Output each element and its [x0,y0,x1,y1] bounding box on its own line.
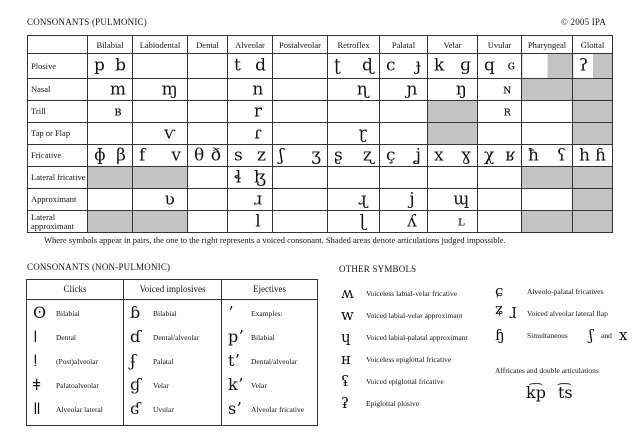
ipa-symbol: v [171,145,181,165]
ipa-symbol: x [434,145,444,165]
col-glottal: Glottal [573,36,613,54]
cell-palatal [380,145,428,167]
cell-alveolar [228,54,273,79]
ejectives-header: Ejectives [253,284,286,294]
cell-alveolar [228,189,273,211]
cell-palatal [380,189,428,211]
ipa-symbol: ɻ [357,189,368,209]
col-dental: Dental [188,36,228,54]
ipa-symbol: c [386,55,396,76]
pulmonic-table [27,35,613,233]
cell-uvular [478,145,522,167]
ipa-symbol: ⱱ [164,123,176,143]
row-lateral-approximant [28,211,613,233]
cell-palatal [380,54,428,79]
item-label: (Post)alveolar [56,357,99,366]
cell-postalveolar [273,123,328,145]
ipa-symbol: j [409,189,415,209]
ipa-symbol: pʼ [228,327,244,346]
ejectives-column [222,280,317,425]
ipa-symbol: ʋ [164,189,175,209]
ipa-symbol: kʼ [228,375,243,394]
cell-dental [188,167,228,189]
ipa-symbol: ɢ [507,58,515,74]
ipa-symbol: ɭ [359,211,366,231]
ipa-symbol: ʡ [341,394,350,412]
cell-shaded [573,211,613,233]
cell-postalveolar [273,54,328,79]
cell-retroflex [328,54,380,79]
item-label: Simultaneous [527,331,568,340]
cell-bilabial [88,123,133,145]
ipa-symbol: t [234,55,241,76]
col-bilabial: Bilabial [88,36,133,54]
nonpulmonic-table [26,279,318,426]
ipa-symbol: ʄ [130,351,136,370]
corner-cell [28,36,88,54]
cell-retroflex [328,189,380,211]
cell-dental [188,101,228,123]
cell-uvular [478,123,522,145]
list-item [124,374,221,396]
list-item [124,398,221,420]
cell-velar [428,79,478,101]
ipa-symbol: ʈ [334,55,341,76]
ipa-symbol: d [255,55,266,76]
cell-pharyngeal [522,189,573,211]
ipa-symbol: ɣ [460,145,471,165]
ipa-symbol: β [116,145,126,165]
cell-shaded [88,167,133,189]
ipa-symbol: ɽ [358,123,367,143]
cell-postalveolar [273,145,328,167]
cell-postalveolar [273,101,328,123]
ipa-symbol: ʜ [341,350,351,368]
row-approximant [28,189,613,211]
row-label: Plosive [28,54,88,79]
ipa-symbol: ʢ [341,372,350,390]
ipa-symbol: ŋ [455,79,467,99]
row-label: Nasal [28,79,88,101]
cell-shaded [522,211,573,233]
list-item [124,350,221,372]
cell-bilabial [88,101,133,123]
implosives-header: Voiced implosives [139,284,206,294]
ipa-symbol: ɮ [254,167,266,187]
cell-palatal [380,123,428,145]
list-item [27,326,123,348]
cell-retroflex [328,123,380,145]
footnote: Where symbols appear in pairs, the one to the right represents a voiced consonant. Shaded areas denote articulations judged impossible. [44,235,506,245]
cell-labiodental [133,79,188,101]
cell-alveolar [228,145,273,167]
ipa-symbol: ð [210,145,221,165]
ipa-symbol: ʘ [33,303,47,322]
ipa-symbol: ɲ [406,79,418,99]
ipa-symbol: ǃ [33,351,38,370]
ipa-symbol: ɺ [509,304,517,322]
ipa-symbol: ʔ [579,55,589,76]
cell-glottal [573,54,613,79]
ipa-symbol: ʎ [407,211,417,231]
cell-dental [188,123,228,145]
cell-pharyngeal-shaded [522,54,573,79]
col-palatal: Palatal [380,36,428,54]
ipa-symbol: ɓ [130,303,141,322]
ipa-symbol: ɴ [503,82,512,97]
implosives-column [124,280,221,425]
cell-palatal [380,79,428,101]
list-item [124,326,221,348]
ipa-symbol: ɸ [94,145,106,165]
list-item [27,398,123,420]
row-trill [28,101,613,123]
ipa-symbol: f [139,145,146,165]
ipa-symbol: k͡p [526,383,546,402]
other-symbols-title: OTHER SYMBOLS [339,264,417,274]
cell-shaded [522,167,573,189]
cell-shaded [573,123,613,145]
item-label: Examples: [251,309,283,318]
affricates-label: Affricates and double articulations [495,366,599,375]
list-item [222,302,317,324]
ipa-symbol: b [115,55,126,76]
cell-shaded [133,211,188,233]
ipa-symbol: ɕ ʑ [495,282,504,318]
item-label: Alveolo-palatal fricatives [527,287,604,296]
cell-bilabial [88,189,133,211]
row-plosive [28,54,613,79]
cell-retroflex [328,101,380,123]
row-label: Lateral approximant [28,211,88,233]
cell-shaded [522,79,573,101]
item-label: Voiced epiglottal fricative [366,377,444,386]
col-pharyngeal: Pharyngeal [522,36,573,54]
ipa-symbol: sʼ [228,399,242,418]
ipa-symbol: ɦ [595,145,606,165]
item-label: Alveolar fricative [251,405,305,414]
cell-uvular [478,167,522,189]
cell-shaded [428,123,478,145]
ipa-symbol: ɥ [341,328,351,346]
cell-velar [428,189,478,211]
cell-velar [428,145,478,167]
item-label: Dental/alveolar [153,333,200,342]
row-label: Approximant [28,189,88,211]
item-label: Palatoalveolar [56,381,99,390]
row-label: Fricative [28,145,88,167]
cell-velar [428,211,478,233]
cell-dental [188,79,228,101]
cell-retroflex [328,211,380,233]
cell-alveolar [228,211,273,233]
ipa-symbol: n [252,79,264,99]
cell-uvular [478,79,522,101]
cell-uvular [478,189,522,211]
item-label: Velar [153,381,169,390]
cell-velar [428,54,478,79]
cell-pharyngeal [522,123,573,145]
list-item [222,326,317,348]
ipa-symbol: m [109,79,126,99]
list-item [27,350,123,372]
col-alveolar: Alveolar [228,36,273,54]
cell-bilabial [88,145,133,167]
cell-alveolar [228,79,273,101]
ipa-symbol: ɧ [495,326,505,344]
row-lateral-fricative [28,167,613,189]
list-item [222,350,317,372]
cell-palatal [380,101,428,123]
row-label: Lateral fricative [28,167,88,189]
item-label: Voiceless epiglottal fricative [366,355,452,364]
item-label: Velar [251,381,267,390]
cell-dental [188,145,228,167]
cell-pharyngeal [522,101,573,123]
cell-uvular [478,101,522,123]
cell-velar [428,167,478,189]
ipa-symbol: w [341,306,354,324]
ipa-symbol: ʃ [589,326,594,344]
cell-palatal [380,211,428,233]
ipa-symbol: h [579,145,590,165]
list-item [27,302,123,324]
cell-shaded [573,101,613,123]
list-item [222,398,317,420]
copyright: © 2005 IPA [561,17,607,27]
ipa-symbol: ɟ [415,55,421,76]
ipa-symbol: ʕ [556,145,566,165]
row-fricative [28,145,613,167]
cell-postalveolar [273,167,328,189]
ipa-symbol: t͡s [558,383,573,402]
ipa-symbol: ɾ [254,123,262,143]
ipa-symbol: ǁ [33,399,41,418]
ipa-symbol: ɰ [453,189,470,209]
cell-dental [188,211,228,233]
cell-dental [188,54,228,79]
ipa-symbol: ɡ [460,55,471,76]
col-postalveolar: Postalveolar [273,36,328,54]
list-item [124,302,221,324]
cell-retroflex [328,167,380,189]
cell-dental [188,189,228,211]
ipa-symbol: ʛ [130,399,141,418]
cell-postalveolar [273,211,328,233]
ipa-symbol: ʁ [505,145,515,165]
ipa-symbol: ʼ [228,303,234,322]
cell-pharyngeal [522,145,573,167]
cell-uvular [478,211,522,233]
ipa-symbol: ħ [528,145,539,165]
col-uvular: Uvular [478,36,522,54]
clicks-header: Clicks [63,284,87,294]
ipa-symbol: ʐ [362,145,373,165]
cell-alveolar [228,167,273,189]
cell-shaded [573,79,613,101]
ipa-symbol: ǀ [33,327,38,346]
item-label: Alveolar lateral [56,405,103,414]
cell-palatal [380,167,428,189]
item-label: Bilabial [153,309,177,318]
row-nasal [28,79,613,101]
ipa-symbol: x [619,326,628,344]
item-label: Dental [56,333,76,342]
ipa-symbol: ʃ [279,145,284,165]
ipa-symbol: ʙ [114,104,122,119]
cell-retroflex [328,145,380,167]
cell-labiodental [133,54,188,79]
ipa-symbol: ʍ [341,284,354,302]
ipa-symbol: q [484,55,495,76]
ipa-symbol: ɖ [362,55,373,76]
item-label: Bilabial [56,309,80,318]
item-label: Dental/alveolar [251,357,298,366]
ipa-symbol: s [234,145,243,165]
ipa-symbol: r [253,101,262,121]
cell-postalveolar [273,189,328,211]
item-label: Voiced labial-velar approximant [366,311,463,320]
list-item [27,374,123,396]
col-velar: Velar [428,36,478,54]
cell-labiodental [133,189,188,211]
col-labiodental: Labiodental [133,36,188,54]
ipa-symbol: ɠ [130,375,141,394]
row-tap [28,123,613,145]
ipa-symbol: ǂ [33,375,41,394]
cell-shaded [133,167,188,189]
cell-alveolar [228,123,273,145]
clicks-column [27,280,123,425]
ipa-symbol: tʼ [228,351,240,370]
item-label: Uvular [153,405,174,414]
ipa-symbol: ɹ [253,189,263,209]
col-retroflex: Retroflex [328,36,380,54]
cell-bilabial [88,54,133,79]
cell-shaded [428,101,478,123]
ipa-symbol: ʀ [503,104,512,119]
item-label: Bilabial [251,333,275,342]
nonpulmonic-title: CONSONANTS (NON-PULMONIC) [27,262,171,272]
ipa-symbol: ʒ [311,145,321,165]
ipa-symbol: k [434,55,445,76]
item-label: Voiced alveolar lateral flap [527,309,608,318]
ipa-symbol: ʟ [457,214,465,229]
ipa-symbol: ɗ [130,327,141,346]
ipa-symbol: l [255,211,261,231]
row-label: Tap or Flap [28,123,88,145]
cell-labiodental [133,123,188,145]
ipa-symbol: p [94,55,105,76]
cell-postalveolar [273,79,328,101]
ipa-symbol: ɬ [234,167,242,187]
conjunction: and [601,331,612,340]
item-label: Palatal [153,357,174,366]
item-label: Voiced labial-palatal approximant [366,333,468,342]
ipa-symbol: θ [194,145,205,165]
cell-shaded [573,189,613,211]
ipa-symbol: ɱ [161,79,178,99]
ipa-symbol: χ [484,145,495,165]
ipa-symbol: ç [386,145,396,165]
ipa-symbol: ɳ [356,79,369,99]
cell-retroflex [328,79,380,101]
ipa-symbol: z [257,145,266,165]
ipa-symbol: ʝ [414,145,421,165]
cell-shaded [88,211,133,233]
list-item [222,374,317,396]
cell-uvular [478,54,522,79]
chart-title: CONSONANTS (PULMONIC) [27,17,147,27]
cell-shaded [573,167,613,189]
item-label: Epiglottal plosive [366,399,420,408]
cell-labiodental [133,101,188,123]
cell-glottal [573,145,613,167]
row-label: Trill [28,101,88,123]
item-label: Voiceless labial-velar fricative [366,289,458,298]
cell-labiodental [133,145,188,167]
cell-alveolar [228,101,273,123]
cell-bilabial [88,79,133,101]
ipa-symbol: ʂ [334,145,343,165]
